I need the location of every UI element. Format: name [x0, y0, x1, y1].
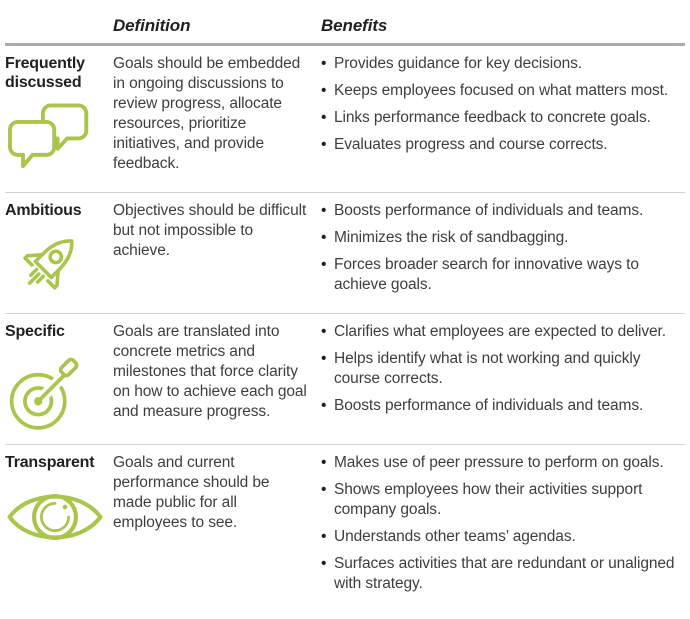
definition-text: Objectives should be difficult but not impossible to achieve.	[113, 202, 307, 259]
benefit-item	[321, 81, 685, 101]
benefits-list	[321, 200, 685, 304]
term-cell	[5, 200, 107, 304]
benefits-list	[321, 452, 685, 610]
eye-icon	[5, 482, 107, 552]
benefits-list	[321, 321, 685, 435]
bullet-marker: •	[321, 555, 327, 572]
benefit-text: Boosts performance of individuals and teams.	[334, 202, 644, 219]
benefit-item	[321, 228, 685, 248]
header-spacer	[5, 16, 107, 36]
benefit-text: Helps identify what is not working and quickly course corrects.	[334, 350, 641, 387]
definition-text: Goals and current performance should be made public for all employees to see.	[113, 454, 270, 531]
term-cell	[5, 452, 107, 610]
term-label: Frequently discussed	[5, 55, 85, 91]
definition-text: Goals should be embedded in ongoing discussions to review progress, allocate resources, prioritize initiatives, and provide feedback.	[113, 55, 301, 172]
term-cell	[5, 53, 107, 183]
benefit-item	[321, 554, 685, 594]
rocket-icon	[5, 230, 107, 304]
benefit-text: Understands other teams’ agendas.	[334, 528, 576, 545]
table-header-row	[5, 0, 685, 46]
benefit-text: Minimizes the risk of sandbagging.	[334, 229, 569, 246]
bullet-marker: •	[321, 397, 327, 414]
benefit-item	[321, 255, 685, 295]
target-icon	[5, 351, 107, 435]
bullet-marker: •	[321, 454, 327, 471]
bullet-marker: •	[321, 55, 327, 72]
benefit-text: Links performance feedback to concrete goals.	[334, 109, 651, 126]
benefit-item	[321, 135, 685, 155]
benefit-item	[321, 54, 685, 74]
benefit-item	[321, 322, 685, 342]
bullet-marker: •	[321, 528, 327, 545]
bullet-marker: •	[321, 229, 327, 246]
bullet-marker: •	[321, 481, 327, 498]
bullet-marker: •	[321, 350, 327, 367]
column-header-definition: Definition	[113, 16, 191, 35]
table-row-frequently-discussed	[5, 46, 685, 192]
benefit-text: Surfaces activities that are redundant or unaligned with strategy.	[334, 555, 675, 592]
bullet-marker: •	[321, 256, 327, 273]
term-label: Ambitious	[5, 202, 82, 219]
benefits-list	[321, 53, 685, 183]
bullet-marker: •	[321, 136, 327, 153]
benefit-text: Provides guidance for key decisions.	[334, 55, 582, 72]
benefit-item	[321, 480, 685, 520]
benefit-item	[321, 349, 685, 389]
benefit-text: Keeps employees focused on what matters most.	[334, 82, 669, 99]
benefit-text: Shows employees how their activities support company goals.	[334, 481, 643, 518]
benefit-text: Evaluates progress and course corrects.	[334, 136, 608, 153]
benefit-text: Boosts performance of individuals and teams.	[334, 397, 644, 414]
bullet-marker: •	[321, 202, 327, 219]
table-row-specific	[5, 313, 685, 444]
column-header-benefits: Benefits	[321, 16, 388, 35]
speech-bubbles-icon	[5, 102, 107, 180]
benefit-text: Makes use of peer pressure to perform on goals.	[334, 454, 664, 471]
bullet-marker: •	[321, 323, 327, 340]
benefit-item	[321, 108, 685, 128]
table-row-ambitious	[5, 192, 685, 313]
bullet-marker: •	[321, 82, 327, 99]
benefit-item	[321, 453, 685, 473]
table-row-transparent	[5, 444, 685, 619]
term-label: Specific	[5, 323, 65, 340]
benefit-item	[321, 396, 685, 416]
definition-text: Goals are translated into concrete metrics and milestones that force clarity on how to achieve each goal and measure progress.	[113, 323, 307, 420]
bullet-marker: •	[321, 109, 327, 126]
benefit-text: Clarifies what employees are expected to deliver.	[334, 323, 666, 340]
term-cell	[5, 321, 107, 435]
benefit-item	[321, 201, 685, 221]
term-label: Transparent	[5, 454, 95, 471]
benefit-item	[321, 527, 685, 547]
benefit-text: Forces broader search for innovative ways to achieve goals.	[334, 256, 639, 293]
